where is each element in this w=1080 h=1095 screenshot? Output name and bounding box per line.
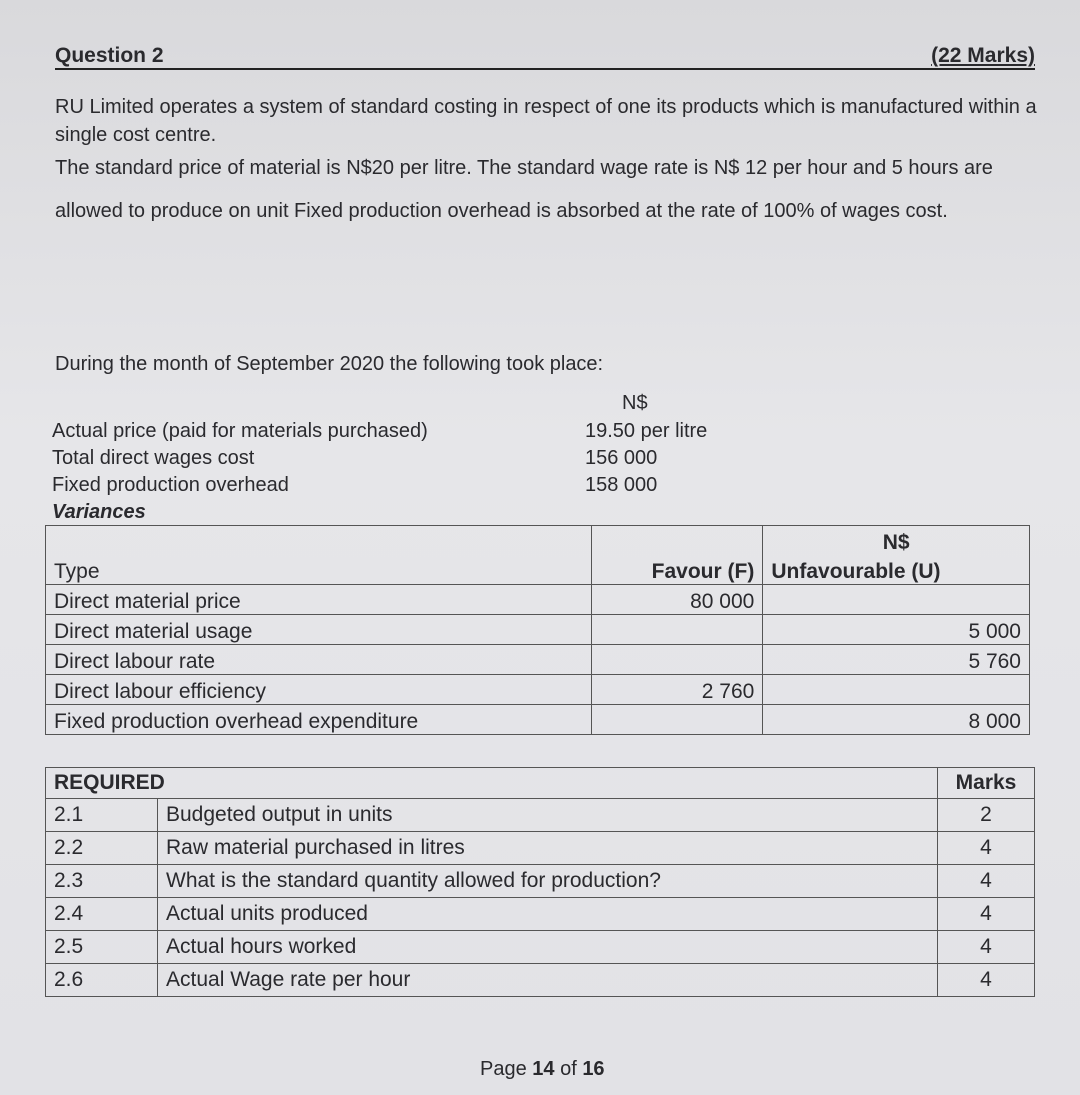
col-fav-header: Favour (F) xyxy=(591,555,762,585)
table-row xyxy=(46,931,1035,964)
variance-unfav: 5 000 xyxy=(763,615,1030,645)
required-marks: 4 xyxy=(938,898,1035,931)
col-type-header: Type xyxy=(46,526,592,585)
fig-label: Total direct wages cost xyxy=(52,447,255,469)
required-text: Actual hours worked xyxy=(158,931,938,964)
required-marks: 4 xyxy=(938,964,1035,997)
table-row xyxy=(46,705,1030,735)
required-marks: 4 xyxy=(938,931,1035,964)
variance-fav xyxy=(591,705,762,735)
fig-value: 156 000 xyxy=(585,447,658,469)
table-row xyxy=(46,865,1035,898)
variance-unfav: 8 000 xyxy=(763,705,1030,735)
page-number: 14 xyxy=(532,1058,555,1080)
question-header xyxy=(55,38,1035,70)
required-number: 2.2 xyxy=(46,832,158,865)
variances-heading: Variances xyxy=(52,501,146,523)
table-row xyxy=(46,832,1035,865)
variance-type: Direct material usage xyxy=(46,615,592,645)
required-text: Actual Wage rate per hour xyxy=(158,964,938,997)
variance-unfav: 5 760 xyxy=(763,645,1030,675)
required-number: 2.1 xyxy=(46,799,158,832)
table-row xyxy=(46,645,1030,675)
required-marks: 4 xyxy=(938,865,1035,898)
required-text: Actual units produced xyxy=(158,898,938,931)
question-title: Question 2 xyxy=(55,44,164,67)
required-number: 2.6 xyxy=(46,964,158,997)
table-row xyxy=(46,526,1030,556)
table-row xyxy=(46,964,1035,997)
fig-label: Fixed production overhead xyxy=(52,474,289,496)
fig-label: Actual price (paid for materials purchased) xyxy=(52,420,428,442)
variance-unfav xyxy=(763,675,1030,705)
page-total: 16 xyxy=(582,1058,605,1080)
september-intro: During the month of September 2020 the following took place: xyxy=(55,353,604,375)
required-number: 2.4 xyxy=(46,898,158,931)
currency-header: N$ xyxy=(763,526,1030,556)
page-mid: of xyxy=(554,1058,583,1080)
question-marks: (22 Marks) xyxy=(931,44,1035,67)
table-row xyxy=(46,675,1030,705)
required-heading: REQUIRED xyxy=(46,768,938,799)
required-text: What is the standard quantity allowed for production? xyxy=(158,865,938,898)
intro-paragraph-1: RU Limited operates a system of standard costing in respect of one its products which is manufactured within a single cost centre. xyxy=(55,96,1037,146)
table-row xyxy=(46,768,1035,799)
marks-heading: Marks xyxy=(938,768,1035,799)
variance-unfav xyxy=(763,585,1030,615)
intro-paragraph-2: The standard price of material is N$20 per litre. The standard wage rate is N$ 12 per hour and 5 hours are allowed to produce on unit Fixed production overhead is absorbed at the rate of 100% of wages cost. xyxy=(55,157,993,222)
required-number: 2.5 xyxy=(46,931,158,964)
col-unfav-header: Unfavourable (U) xyxy=(763,555,1030,585)
fig-value: 19.50 per litre xyxy=(585,420,708,442)
table-row xyxy=(46,615,1030,645)
page-footer xyxy=(480,1058,605,1081)
fig-value: 158 000 xyxy=(585,474,658,496)
table-row xyxy=(46,898,1035,931)
table-row xyxy=(46,799,1035,832)
required-marks: 4 xyxy=(938,832,1035,865)
required-table xyxy=(45,767,1035,997)
variance-type: Direct material price xyxy=(46,585,592,615)
required-text: Budgeted output in units xyxy=(158,799,938,832)
required-number: 2.3 xyxy=(46,865,158,898)
variance-fav xyxy=(591,645,762,675)
variance-fav xyxy=(591,615,762,645)
figures-currency: N$ xyxy=(622,392,648,414)
variance-type: Direct labour rate xyxy=(46,645,592,675)
table-row xyxy=(46,585,1030,615)
variance-table xyxy=(45,525,1030,735)
variance-type: Direct labour efficiency xyxy=(46,675,592,705)
variance-fav: 2 760 xyxy=(591,675,762,705)
required-text: Raw material purchased in litres xyxy=(158,832,938,865)
page-prefix: Page xyxy=(480,1058,533,1080)
variance-fav: 80 000 xyxy=(591,585,762,615)
variance-type: Fixed production overhead expenditure xyxy=(46,705,592,735)
required-marks: 2 xyxy=(938,799,1035,832)
